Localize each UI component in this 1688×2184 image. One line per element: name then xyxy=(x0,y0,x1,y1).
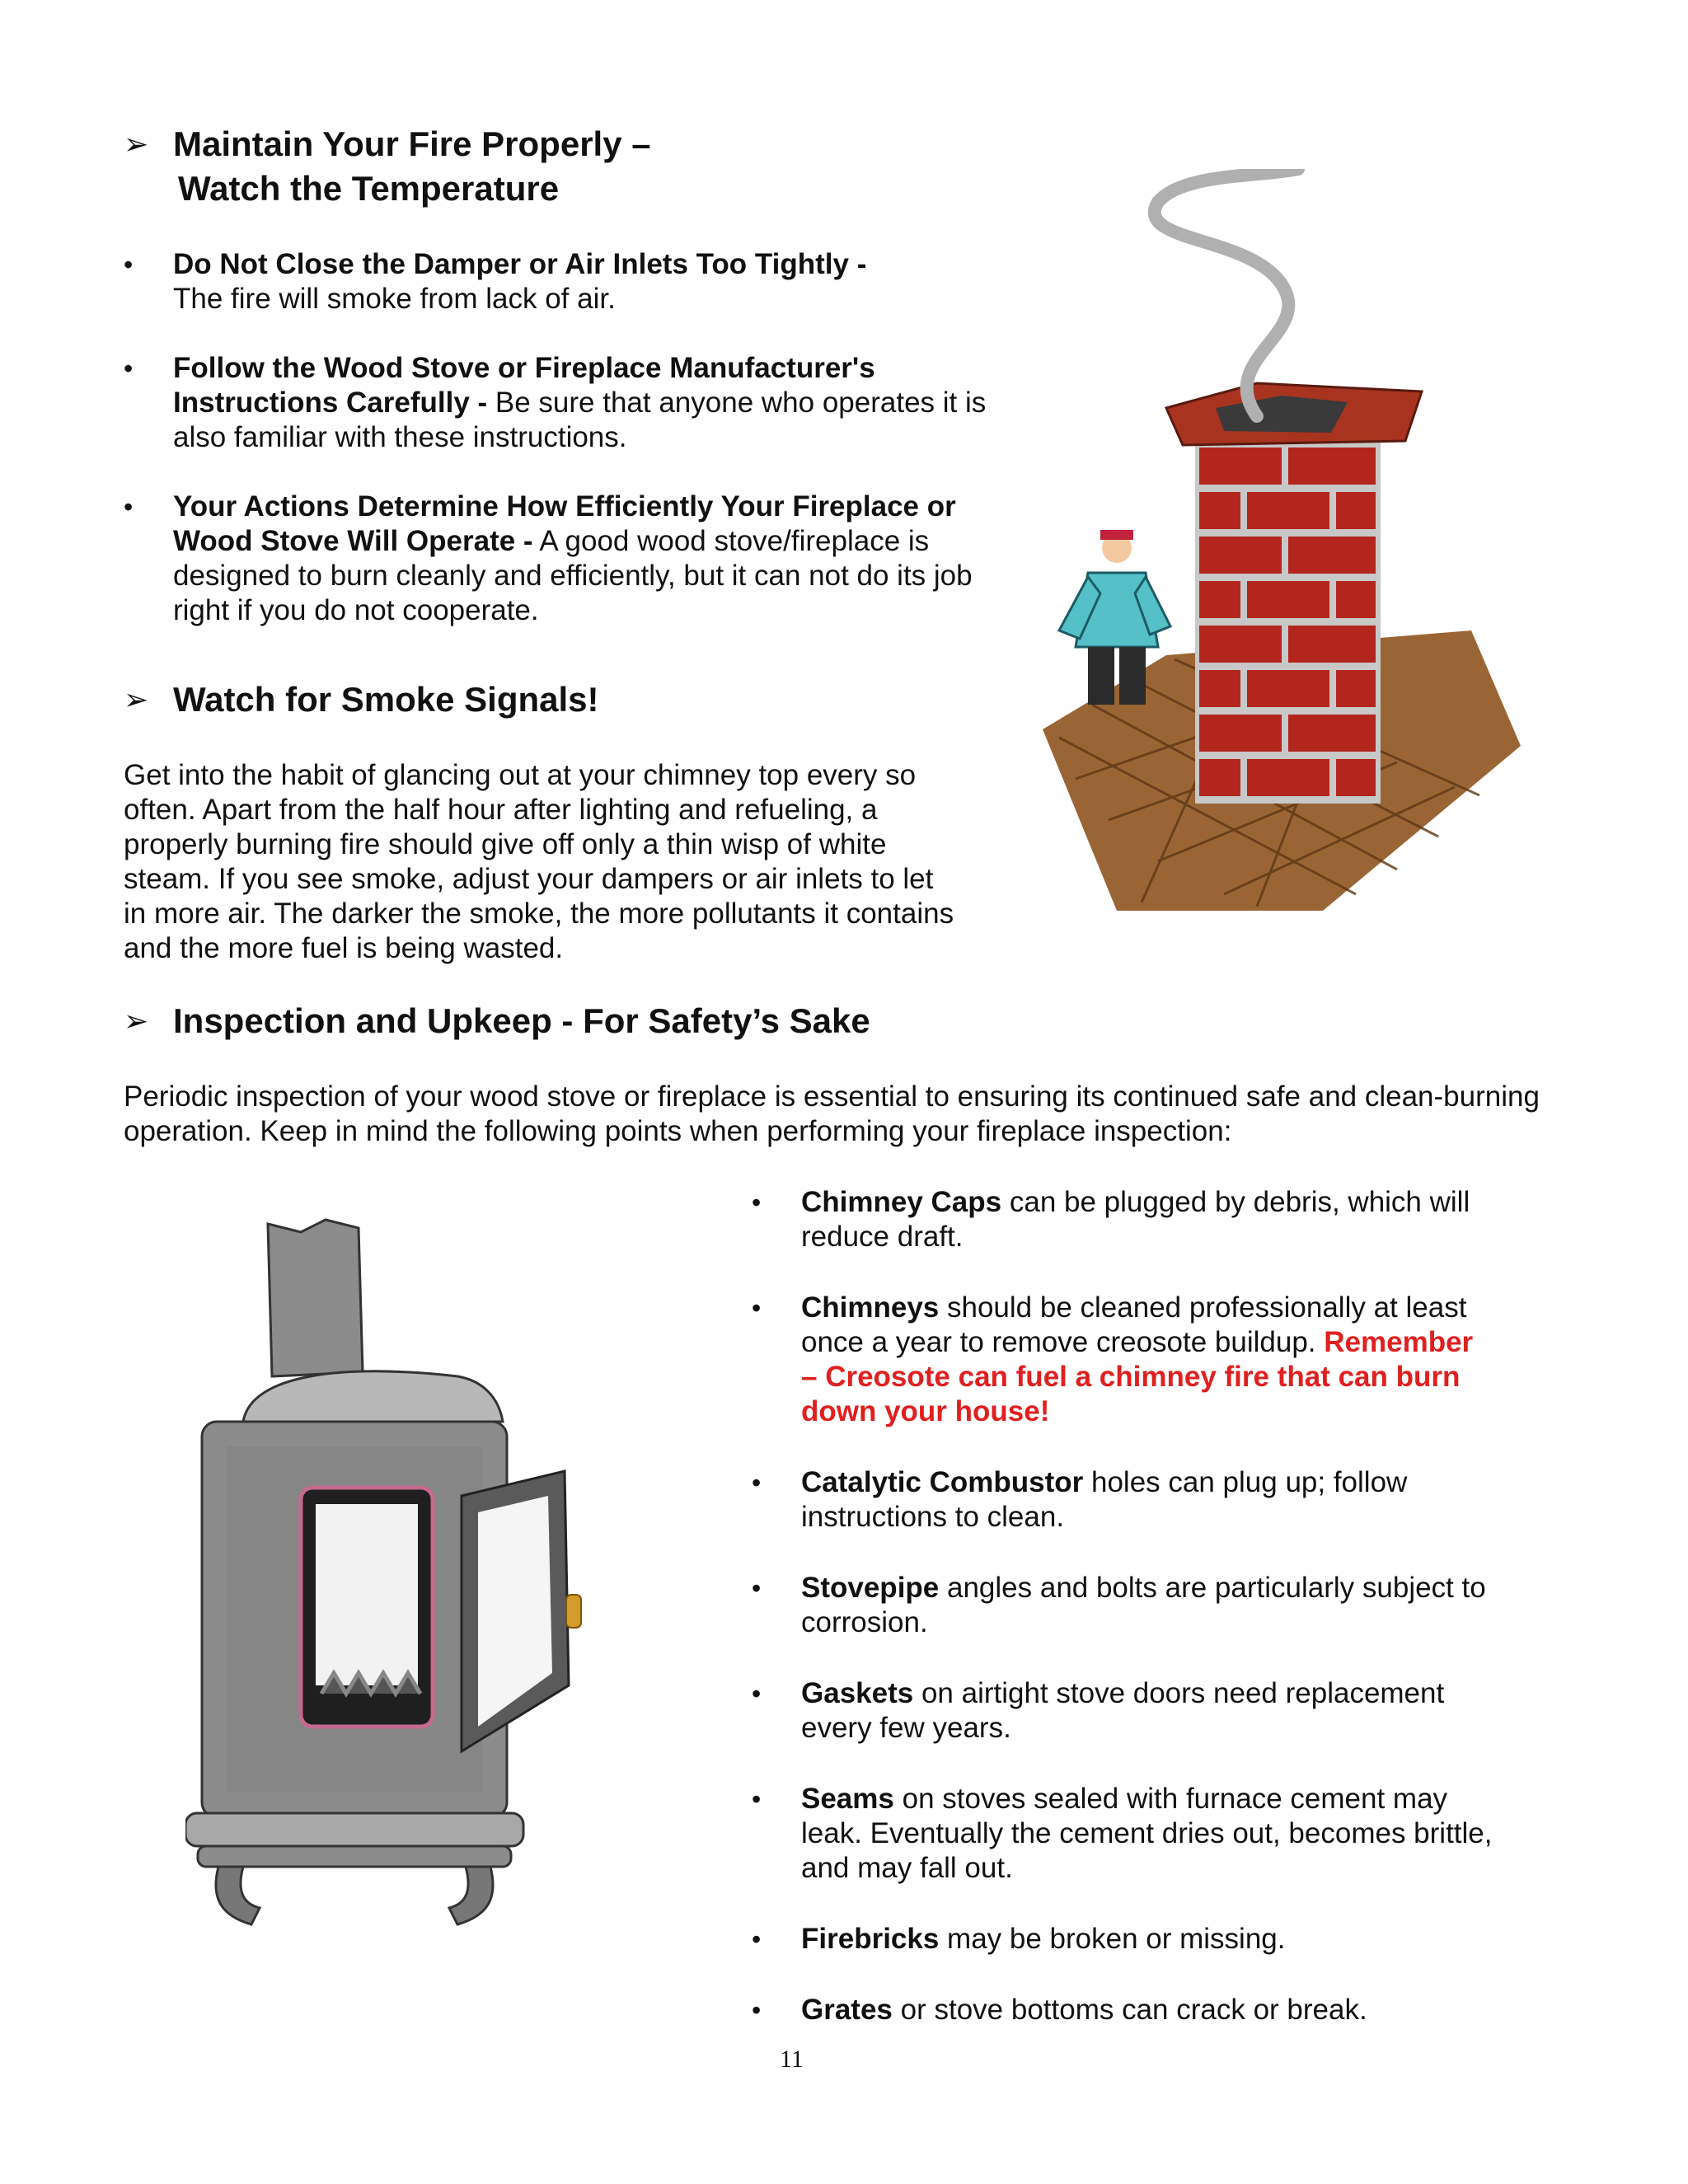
page-number: 11 xyxy=(780,2046,804,2073)
bullet-icon: • xyxy=(752,1468,762,1497)
arrow-bullet-icon: ➢ xyxy=(124,682,149,716)
bullet-icon: • xyxy=(124,492,134,522)
smoke-signals-paragraph: Get into the habit of glancing out at your chimney top every so often. Apart from the half hour after lighting and refueling, a properly burning fire should give off only a thin wisp of white steam. If you see smoke, adjust your dampers or air inlets to let in more air. The darker the smoke, the more pollutants it contains and the more fuel is being wasted. xyxy=(124,759,954,964)
heading-line-2: Watch the Temperature xyxy=(178,169,560,208)
list-item xyxy=(752,1782,1493,1886)
bullet-icon: • xyxy=(752,1924,762,1954)
list-item xyxy=(752,1465,1493,1535)
item-text: angles and bolts are particularly subject to corrosion. xyxy=(801,1572,1486,1638)
list-item xyxy=(752,1676,1493,1746)
item-bold-label: Chimneys xyxy=(801,1291,940,1324)
bullet-icon: • xyxy=(752,1679,762,1708)
heading-text: Watch for Smoke Signals! xyxy=(173,680,599,719)
heading-text: Inspection and Upkeep - For Safety’s Sake xyxy=(173,1001,870,1040)
section-heading-maintain-fire xyxy=(124,122,651,211)
inspection-intro-paragraph: Periodic inspection of your wood stove or fireplace is essential to ensuring its continued safe and clean-burning operation. Keep in mind the following points when performing your fireplace inspection: xyxy=(124,1080,1540,1147)
item-bold-label: Catalytic Combustor xyxy=(801,1466,1084,1498)
bullet-icon: • xyxy=(752,1573,762,1603)
item-bold-label: Grates xyxy=(801,1994,893,2026)
item-text: can be plugged by debris, which will reduce draft. xyxy=(801,1186,1470,1253)
item-bold-label: Firebricks xyxy=(801,1923,940,1955)
tip-bold-label: Follow the Wood Stove or Fireplace Manufacturer's Instructions Carefully - xyxy=(173,352,875,419)
list-item xyxy=(124,490,997,628)
arrow-bullet-icon: ➢ xyxy=(124,1004,149,1038)
item-text: holes can plug up; follow instructions to clean. xyxy=(801,1466,1408,1533)
item-bold-label: Seams xyxy=(801,1783,894,1815)
tip-text: A good wood stove/fireplace is designed to burn cleanly and efficiently, but it can not do its job right if you do not cooperate. xyxy=(173,525,973,626)
list-item xyxy=(124,351,997,455)
item-text: may be broken or missing. xyxy=(939,1923,1286,1955)
fire-tips-list xyxy=(124,247,997,628)
item-text: on airtight stove doors need replacement every few years. xyxy=(801,1677,1445,1744)
item-bold-label: Chimney Caps xyxy=(801,1186,1002,1218)
list-item xyxy=(124,247,997,316)
section-heading-smoke-signals xyxy=(124,677,599,722)
list-item xyxy=(752,1571,1493,1640)
item-text: on stoves sealed with furnace cement may leak. Eventually the cement dries out, becomes brittle, and may fall out. xyxy=(801,1783,1493,1884)
creosote-warning: Remember – Creosote can fuel a chimney fire that can burn down your house! xyxy=(801,1326,1474,1427)
heading-line-1: Maintain Your Fire Properly – xyxy=(173,124,651,163)
list-item xyxy=(752,1922,1493,1957)
bullet-icon: • xyxy=(752,1784,762,1814)
tip-text: Be sure that anyone who operates it is also familiar with these instructions. xyxy=(173,387,987,453)
bullet-icon: • xyxy=(752,1188,762,1217)
bullet-icon: • xyxy=(752,1995,762,2025)
tip-bold-label: Your Actions Determine How Efficiently Your Fireplace or Wood Stove Will Operate - xyxy=(173,490,956,557)
inspection-checklist xyxy=(752,1185,1493,2027)
arrow-bullet-icon: ➢ xyxy=(124,127,149,161)
bullet-icon: • xyxy=(124,250,134,279)
item-text: or stove bottoms can crack or break. xyxy=(892,1994,1367,2026)
section-heading-inspection xyxy=(124,999,870,1043)
tip-bold-label: Do Not Close the Damper or Air Inlets Too Tightly - xyxy=(173,248,867,280)
item-bold-label: Stovepipe xyxy=(801,1572,940,1604)
tip-text: The fire will smoke from lack of air. xyxy=(173,283,616,315)
wood-stove-illustration xyxy=(185,1216,614,1933)
list-item xyxy=(752,1291,1493,1429)
chimney-roof-illustration xyxy=(1043,169,1521,911)
list-item xyxy=(752,1185,1493,1254)
bullet-icon: • xyxy=(124,354,134,383)
list-item xyxy=(752,1993,1493,2027)
item-text: should be cleaned professionally at least once a year to remove creosote buildup. xyxy=(801,1291,1467,1358)
item-bold-label: Gaskets xyxy=(801,1677,914,1709)
bullet-icon: • xyxy=(752,1293,762,1323)
